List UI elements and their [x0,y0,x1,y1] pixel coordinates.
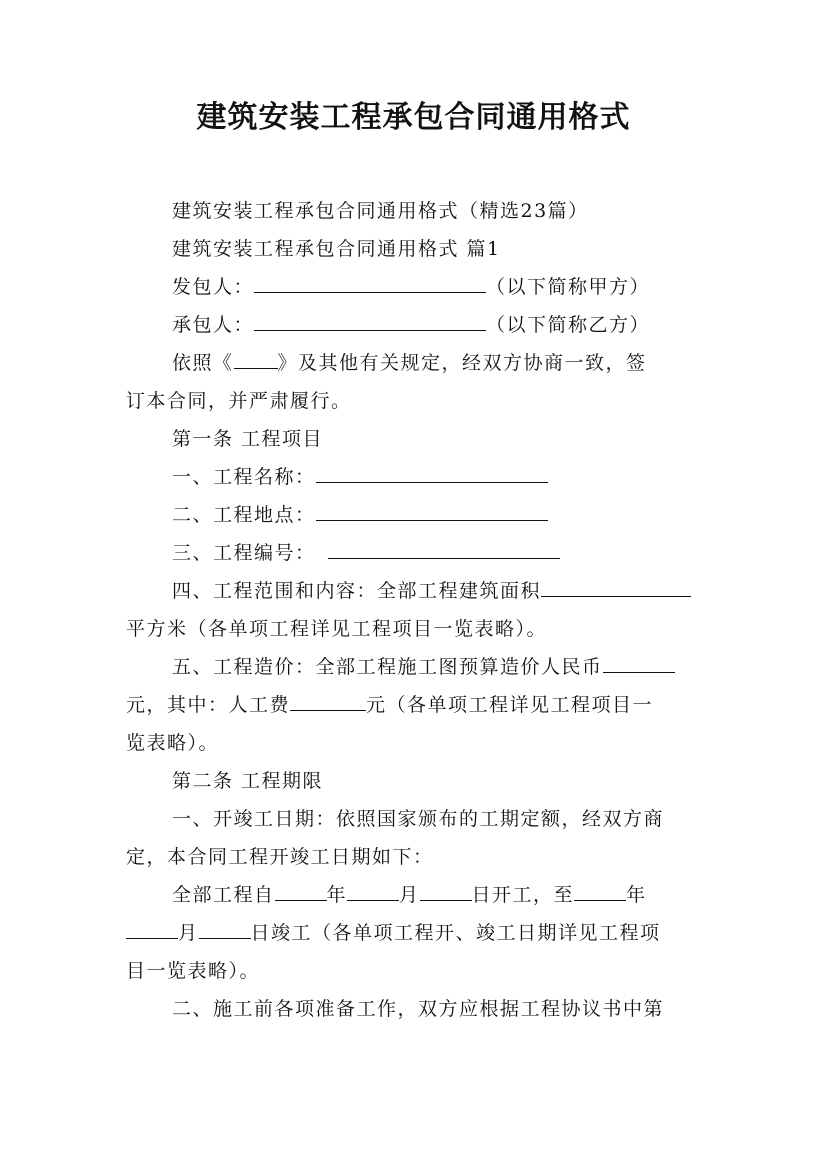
paragraph-subtitle [126,192,702,230]
text: 全部工程自 [172,884,275,906]
text: （以下简称甲方） [486,276,651,298]
fill-blank [541,578,691,597]
fill-blank [199,920,251,939]
fill-blank [254,312,486,331]
project-cost-cont2 [126,724,702,762]
text: 年 [326,884,348,906]
text: 承包人： [172,314,255,336]
text: 依照《 [172,352,234,374]
fill-blank [234,350,278,369]
project-scope-cont [126,610,702,648]
schedule-end-cont [126,952,702,990]
fill-blank [254,274,486,293]
article-heading [126,762,702,800]
fill-blank [316,464,548,483]
text: 第一条 工程项目 [172,428,324,450]
fill-blank [420,882,472,901]
fill-blank [347,882,399,901]
document-body [126,192,702,1028]
project-name [126,458,702,496]
text: 览表略）。 [126,732,220,754]
fill-blank [603,654,675,673]
project-location [126,496,702,534]
text: 》及其他有关规定，经双方协商一致，签 [277,352,647,374]
fill-blank [275,882,327,901]
text: 二、工程地点： [172,504,316,526]
text: 订本合同，并严肃履行。 [126,390,352,412]
text: 日竣工（各单项工程开、竣工日期详见工程项 [250,922,661,944]
text: 年 [626,884,647,906]
text: 一、工程名称： [172,466,316,488]
text: 日开工，至 [471,884,575,906]
text: 元，其中：人工费 [126,694,291,716]
paragraph-basis [126,344,702,382]
project-number [126,534,702,572]
text: 五、工程造价：全部工程施工图预算造价人民币 [172,656,603,678]
text: 三、工程编号： [172,542,316,564]
text: （以下简称乙方） [486,314,651,336]
text: 发包人： [172,276,255,298]
text: 元（各单项工程详见工程项目一 [366,694,654,716]
fill-blank [574,882,626,901]
text: 月 [399,884,420,906]
fill-blank [316,502,548,521]
project-cost [126,648,702,686]
paragraph-employer [126,268,702,306]
text: 目一览表略）。 [126,960,261,982]
paragraph-heading [126,230,702,268]
text: 平方米（各单项工程详见工程项目一览表略）。 [126,618,548,640]
schedule-dates [126,800,702,838]
project-cost-cont [126,686,702,724]
document-title: 建筑安装工程承包合同通用格式 [196,100,631,135]
text: 四、工程范围和内容：全部工程建筑面积 [172,580,542,602]
schedule-end [126,914,702,952]
schedule-dates-cont [126,838,702,876]
preparation-work [126,990,702,1028]
text: 第二条 工程期限 [172,770,324,792]
fill-blank [126,920,178,939]
text: 二、施工前各项准备工作，双方应根据工程协议书中第 [172,998,665,1020]
text: 一、开竣工日期：依照国家颁布的工期定额，经双方商 [172,808,665,830]
text: 定，本合同工程开竣工日期如下： [126,846,434,868]
schedule-start [126,876,702,914]
project-scope [126,572,702,610]
fill-blank [328,540,560,559]
article-heading [126,420,702,458]
text: 月 [178,922,199,944]
paragraph-contractor [126,306,702,344]
text: 建筑安装工程承包合同通用格式 篇1 [172,238,501,260]
text: 建筑安装工程承包合同通用格式（精选23篇） [172,200,589,222]
paragraph-basis-cont [126,382,702,420]
fill-blank [290,692,366,711]
